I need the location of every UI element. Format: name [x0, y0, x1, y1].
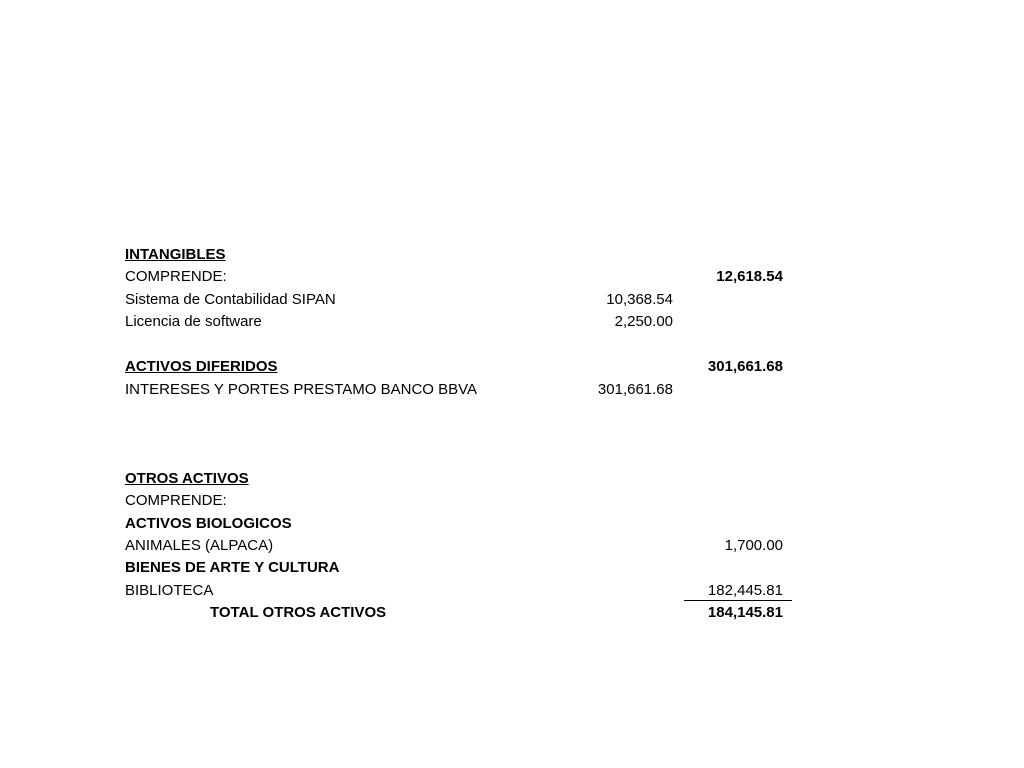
- intangibles-item-row: [125, 290, 795, 310]
- activos-diferidos-item-amount: 301,661.68: [597, 381, 673, 398]
- intangibles-item-label: Licencia de software: [125, 313, 262, 330]
- intangibles-item-amount: 10,368.54: [606, 291, 673, 308]
- activos-biologicos-heading: ACTIVOS BIOLOGICOS: [125, 515, 292, 532]
- intangibles-item-row: [125, 312, 795, 332]
- arte-cultura-heading: BIENES DE ARTE Y CULTURA: [125, 559, 340, 576]
- otros-activos-heading: OTROS ACTIVOS: [125, 470, 249, 487]
- activos-diferidos-total: 301,661.68: [707, 358, 783, 375]
- activos-diferidos-heading-row: [125, 357, 795, 377]
- activos-diferidos-heading: ACTIVOS DIFERIDOS: [125, 358, 278, 375]
- otros-activos-comprende-row: [125, 491, 795, 511]
- activos-biologicos-item-amount: 1,700.00: [724, 537, 783, 554]
- activos-diferidos-item-row: [125, 380, 795, 400]
- activos-biologicos-heading-row: [125, 514, 795, 534]
- subtotal-rule: [684, 600, 792, 601]
- activos-biologicos-item-row: [125, 536, 795, 556]
- activos-diferidos-item-label: INTERESES Y PORTES PRESTAMO BANCO BBVA: [125, 381, 478, 398]
- arte-cultura-item-amount: 182,445.81: [707, 582, 783, 599]
- intangibles-item-label: Sistema de Contabilidad SIPAN: [125, 291, 336, 308]
- total-otros-activos-amount: 184,145.81: [707, 604, 783, 621]
- intangibles-comprende-row: [125, 267, 795, 287]
- intangibles-heading: INTANGIBLES: [125, 246, 226, 263]
- intangibles-heading-row: [125, 245, 795, 265]
- intangibles-comprende-label: COMPRENDE:: [125, 268, 227, 285]
- activos-biologicos-item-label: ANIMALES (ALPACA): [125, 537, 274, 554]
- otros-activos-heading-row: [125, 469, 795, 489]
- total-otros-activos-label: TOTAL OTROS ACTIVOS: [210, 604, 387, 621]
- intangibles-item-amount: 2,250.00: [614, 313, 673, 330]
- intangibles-total: 12,618.54: [716, 268, 783, 285]
- arte-cultura-item-label: BIBLIOTECA: [125, 582, 214, 599]
- arte-cultura-heading-row: [125, 558, 795, 578]
- otros-activos-comprende-label: COMPRENDE:: [125, 492, 227, 509]
- arte-cultura-item-row: [125, 581, 795, 601]
- total-otros-activos-row: [125, 603, 795, 623]
